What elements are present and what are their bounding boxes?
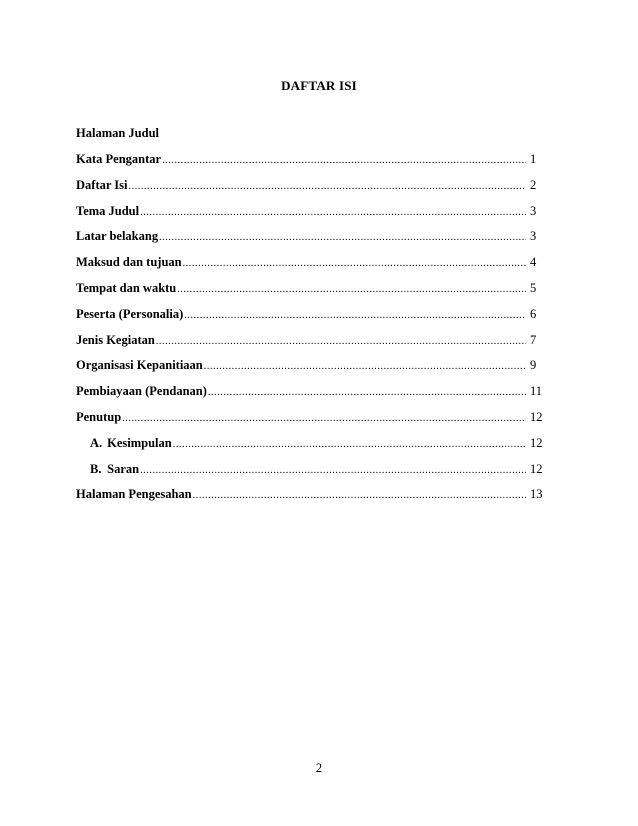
toc-sub-entry-letter: A. xyxy=(90,435,103,450)
dot-leader xyxy=(122,412,526,426)
toc-sub-entry-kesimpulan xyxy=(76,436,546,462)
toc-entry-daftar-isi xyxy=(76,178,546,204)
toc-sub-entry-saran xyxy=(76,462,546,488)
toc-entry-halaman-pengesahan xyxy=(76,487,546,513)
toc-entry-organisasi-kepanitiaan xyxy=(76,358,546,384)
toc-entry-page: 3 xyxy=(530,203,537,218)
toc-entry-maksud-dan-tujuan xyxy=(76,255,546,281)
toc-entry-page: 5 xyxy=(530,280,537,295)
toc-sub-entry-text: Kesimpulan xyxy=(107,435,172,450)
toc-heading: Halaman Judul xyxy=(76,126,160,140)
toc-entry-page: 3 xyxy=(530,229,537,244)
toc-entry-label: Tema Judul xyxy=(76,203,140,218)
page-number: 2 xyxy=(315,761,323,775)
table-of-contents xyxy=(76,126,546,513)
toc-entry-label: Tempat dan waktu xyxy=(76,280,177,295)
toc-entry-page: 2 xyxy=(530,177,537,192)
toc-entry-page: 12 xyxy=(530,435,543,450)
dot-leader xyxy=(184,309,526,323)
dot-leader xyxy=(183,257,526,271)
toc-entry-page: 12 xyxy=(530,461,543,476)
toc-entry-label: Latar belakang xyxy=(76,229,159,244)
toc-entry-page: 11 xyxy=(530,384,543,399)
toc-entry-pembiayaan xyxy=(76,384,546,410)
page-title: DAFTAR ISI xyxy=(281,78,357,93)
dot-leader xyxy=(193,489,526,503)
toc-entry-peserta xyxy=(76,307,546,333)
dot-leader xyxy=(204,360,526,374)
toc-entry-jenis-kegiatan xyxy=(76,333,546,359)
toc-entry-label: Halaman Pengesahan xyxy=(76,487,192,502)
toc-entry-tema-judul xyxy=(76,204,546,230)
toc-entry-page: 7 xyxy=(530,332,537,347)
toc-entry-penutup xyxy=(76,410,546,436)
toc-entry-label: Penutup xyxy=(76,409,122,424)
dot-leader xyxy=(177,283,526,297)
toc-entry-kata-pengantar xyxy=(76,152,546,178)
toc-sub-entry-label xyxy=(90,436,172,450)
toc-entry-label: Jenis Kegiatan xyxy=(76,332,155,347)
dot-leader xyxy=(140,464,526,478)
toc-entry-page: 1 xyxy=(530,152,537,166)
dot-leader xyxy=(173,438,526,452)
toc-sub-entry-label xyxy=(90,462,139,476)
toc-sub-entry-letter: B. xyxy=(90,461,102,476)
dot-leader xyxy=(159,231,526,245)
toc-entry-tempat-dan-waktu xyxy=(76,281,546,307)
dot-leader xyxy=(162,154,526,168)
toc-entry-page: 13 xyxy=(530,487,543,502)
toc-entry-label: Organisasi Kepanitiaan xyxy=(76,358,203,373)
dot-leader xyxy=(208,386,526,400)
toc-sub-entry-text: Saran xyxy=(107,461,140,476)
toc-entry-page: 4 xyxy=(530,255,537,270)
dot-leader xyxy=(156,335,526,349)
dot-leader xyxy=(129,180,526,194)
toc-entry-label: Kata Pengantar xyxy=(76,152,162,166)
toc-entry-latar-belakang xyxy=(76,229,546,255)
toc-entry-page: 6 xyxy=(530,306,537,321)
toc-entry-label: Daftar Isi xyxy=(76,177,128,192)
toc-entry-label: Maksud dan tujuan xyxy=(76,255,182,270)
toc-entry-label: Pembiayaan (Pendanan) xyxy=(76,384,207,399)
dot-leader xyxy=(140,206,526,220)
toc-entry-page: 9 xyxy=(530,358,537,373)
toc-entry-label: Peserta (Personalia) xyxy=(76,306,184,321)
toc-entry-page: 12 xyxy=(530,409,543,424)
